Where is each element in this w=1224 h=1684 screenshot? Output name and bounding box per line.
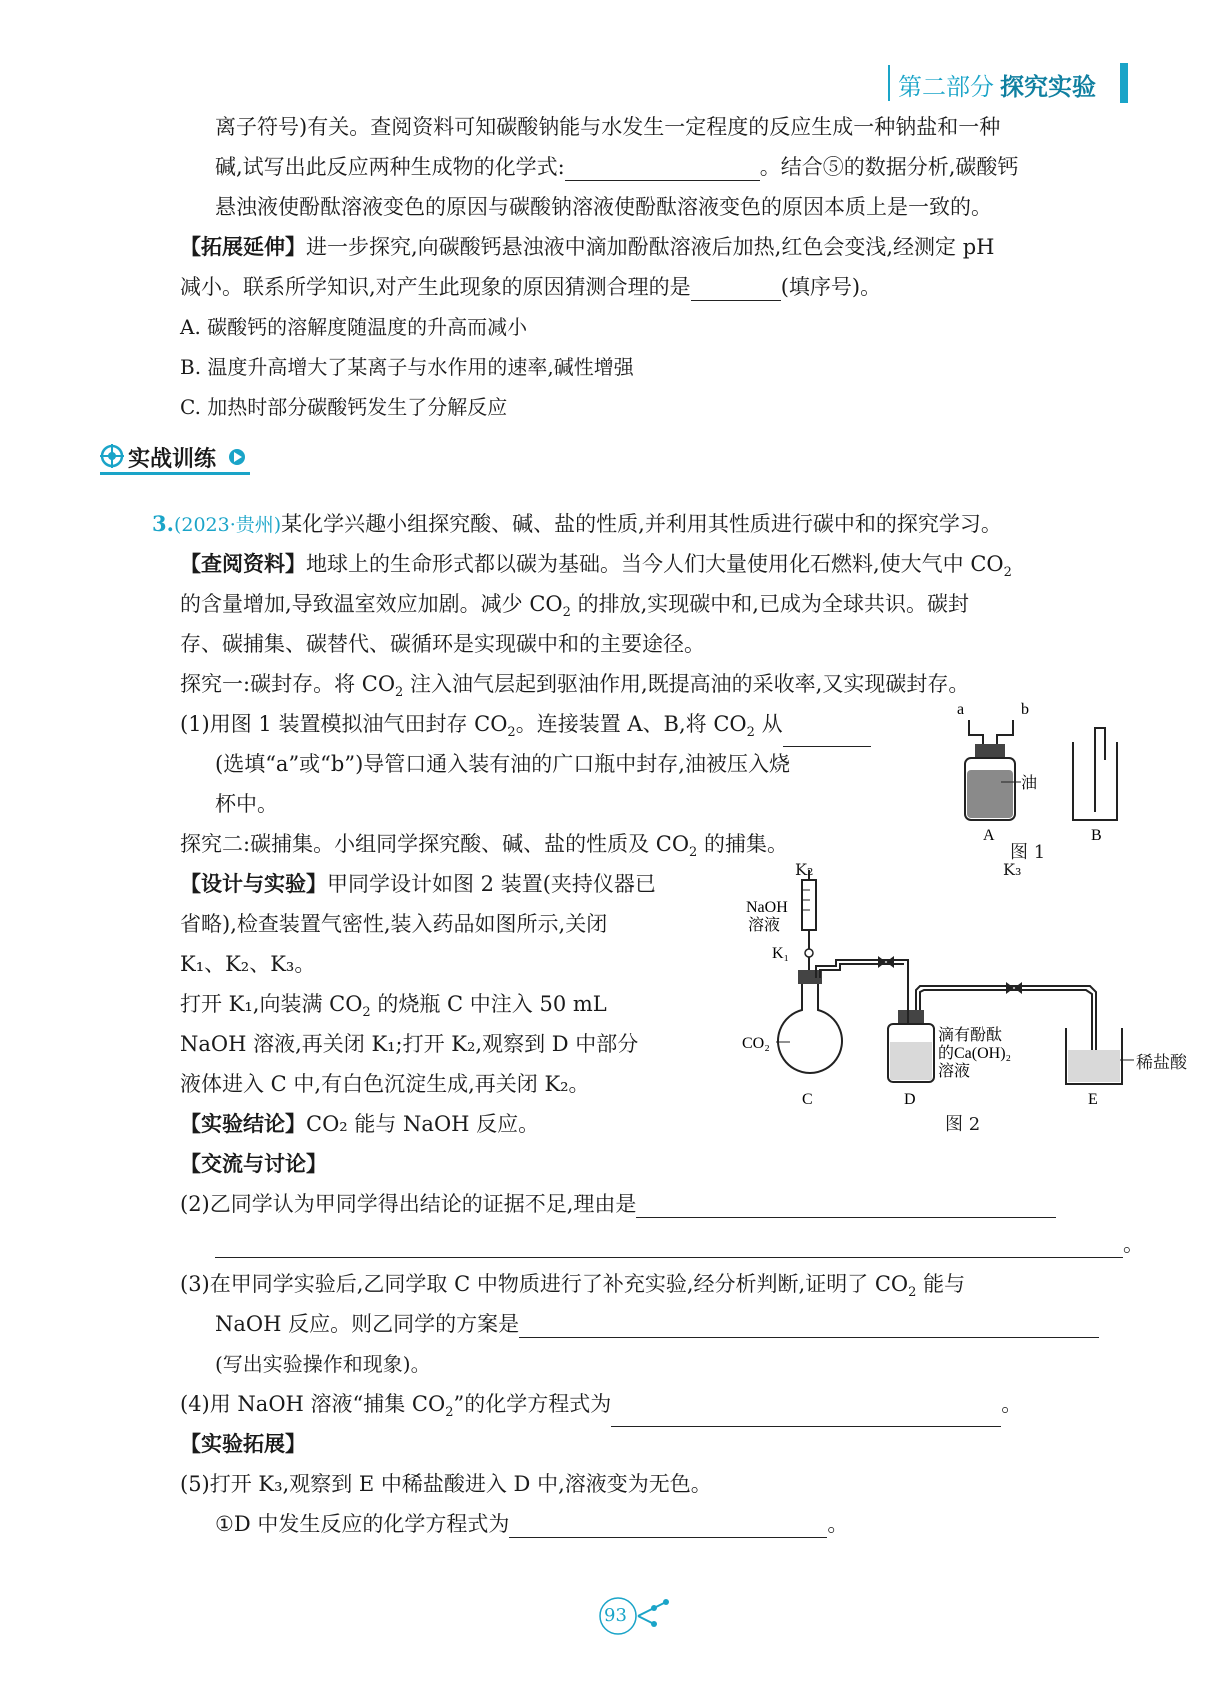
text-line: 减小。联系所学知识,对产生此现象的原因猜测合理的是 (填序号)。 [180,275,882,299]
text-line: NaOH 溶液,再关闭 K₁;打开 K₂,观察到 D 中部分 [180,1032,639,1056]
discussion-tag: 【交流与讨论】 [180,1151,327,1176]
fig1-label-B: B [1091,827,1102,844]
play-icon [228,448,246,466]
q3-intro: 3.(2023·贵州)某化学兴趣小组探究酸、碱、盐的性质,并利用其性质进行碳中和的探究学习。 [152,511,1002,536]
liquid-e [1068,1050,1120,1082]
fig2-label-co2: CO₂ [742,1035,770,1052]
fig2-label-d2: 的Ca(OH)₂ [938,1045,1012,1062]
figure-2-caption: 图 2 [945,1114,981,1135]
figure-2 [740,870,1140,1108]
fig2-label-k3: K₃ [1003,860,1022,879]
extension-tag: 【实验拓展】 [180,1431,306,1456]
target-icon [100,444,124,468]
answer-blank[interactable] [509,1515,827,1538]
fig1-label-A: A [983,827,995,844]
text-line: 存、碳捕集、碳替代、碳循环是实现碳中和的主要途径。 [180,632,705,656]
text-line: 杯中。 [215,792,278,816]
text-line: (2)乙同学认为甲同学得出结论的证据不足,理由是 [180,1190,1056,1218]
fig2-label-naoh: NaOH [746,899,788,916]
text-line: 碱,试写出此反应两种生成物的化学式: 。结合⑤的数据分析,碳酸钙 [215,155,1019,179]
oil-fill [967,770,1013,818]
valve-k1 [805,949,813,957]
option-a: A. 碳酸钙的溶解度随温度的升高而减小 [180,315,528,339]
fig2-label-E: E [1088,1091,1098,1108]
text-line: 【实验结论】CO₂ 能与 NaOH 反应。 [180,1111,540,1136]
text-line: 探究一:碳封存。将 $CO_2$ 注入油气层起到驱油作用,既提高油的采收率,又实现碳封存。 [180,672,970,701]
text-line: (5)打开 K₃,观察到 E 中稀盐酸进入 D 中,溶液变为无色。 [180,1472,712,1496]
text-line: 悬浊液使酚酞溶液变色的原因与碳酸钠溶液使酚酞溶液变色的原因本质上是一致的。 [215,195,992,219]
fig2-label-k1: K₁ [772,945,790,962]
text-line: (1)用图 1 装置模拟油气田封存 $CO_2$。连接装置 A、B,将 $CO_2$ 从 [180,710,871,747]
fig2-label-C: C [802,1091,813,1108]
text-line: 【查阅资料】地球上的生命形式都以碳为基础。当今人们大量使用化石燃料,使大气中 $CO_2$ [180,551,1012,581]
page-number-badge [592,1594,682,1638]
answer-blank[interactable] [215,1235,1123,1258]
section-title [100,440,250,480]
fig1-label-b: b [1021,701,1029,718]
text-line: (4)用 NaOH 溶液“捕集 $CO_2$”的化学方程式为 。 [180,1390,1022,1427]
fig2-label-D: D [904,1091,916,1108]
figure-1-caption: 图 1 [1010,842,1046,863]
answer-blank[interactable] [611,1404,1001,1427]
text-line: 省略),检查装置气密性,装入药品如图所示,关闭 [180,912,608,936]
answer-blank[interactable] [519,1315,1099,1338]
text-line: (3)在甲同学实验后,乙同学取 C 中物质进行了补充实验,经分析判断,证明了 $CO_2$ 能与 [180,1272,966,1301]
fig2-label-k2-pos: K₂ [795,860,814,879]
stopper-d [898,1010,924,1024]
fig1-label-oil: 油 [1021,775,1038,792]
liquid-d [890,1042,932,1080]
text-line: 【拓展延伸】进一步探究,向碳酸钙悬浊液中滴加酚酞溶液后加热,红色会变浅,经测定 pH [180,234,995,259]
fig2-label-acid: 稀盐酸 [1136,1053,1187,1073]
text-line: 液体进入 C 中,有白色沉淀生成,再关闭 K₂。 [180,1072,590,1096]
text-line: (写出实验操作和现象)。 [215,1352,431,1376]
figure-1 [955,700,1135,845]
fig2-label-d1: 滴有酚酞 [938,1027,1003,1044]
text-line: 打开 K₁,向装满 $CO_2$ 的烧瓶 C 中注入 50 mL [180,992,607,1021]
stopper [975,744,1005,758]
flask-c [778,984,842,1073]
text-line: 。 [215,1230,1144,1258]
text-line: NaOH 反应。则乙同学的方案是 [215,1310,1099,1338]
section-title-text: 实战训练 [128,447,217,472]
text-line: (选填“a”或“b”)导管口通入装有油的广口瓶中封存,油被压入烧 [215,752,790,776]
text-line: 离子符号)有关。查阅资料可知碳酸钠能与水发生一定程度的反应生成一种钠盐和一种 [215,115,1001,139]
syringe [802,880,816,930]
text-line: 的含量增加,导致温室效应加剧。减少 $CO_2$ 的排放,实现碳中和,已成为全球共识。碳封 [180,592,969,621]
fig2-label-solution: 溶液 [748,917,781,934]
page-number: 93 [604,1605,627,1626]
answer-blank[interactable] [783,724,871,747]
answer-blank[interactable] [691,278,781,301]
section-header [888,63,1128,103]
section-underline [100,472,250,475]
text-line: K₁、K₂、K₃。 [180,952,316,976]
header-part: 第二部分 [898,73,994,101]
text-line: ①D 中发生反应的化学方程式为 。 [215,1512,849,1536]
option-b: B. 温度升高增大了某离子与水作用的速率,碱性增强 [180,355,634,379]
option-c: C. 加热时部分碳酸钙发生了分解反应 [180,395,508,419]
answer-blank[interactable] [636,1195,1056,1218]
text-line: 探究二:碳捕集。小组同学探究酸、碱、盐的性质及 $CO_2$ 的捕集。 [180,832,789,861]
valve-k3 [1006,982,1022,994]
answer-blank[interactable] [565,158,760,181]
fig2-label-d3: 溶液 [938,1063,971,1080]
valve-k2 [878,956,894,968]
fig1-label-a: a [957,701,965,718]
stopper-c [798,970,822,984]
text-line: 【设计与实验】甲同学设计如图 2 装置(夹持仪器已 [180,871,656,896]
header-title: 探究实验 [1000,73,1096,101]
